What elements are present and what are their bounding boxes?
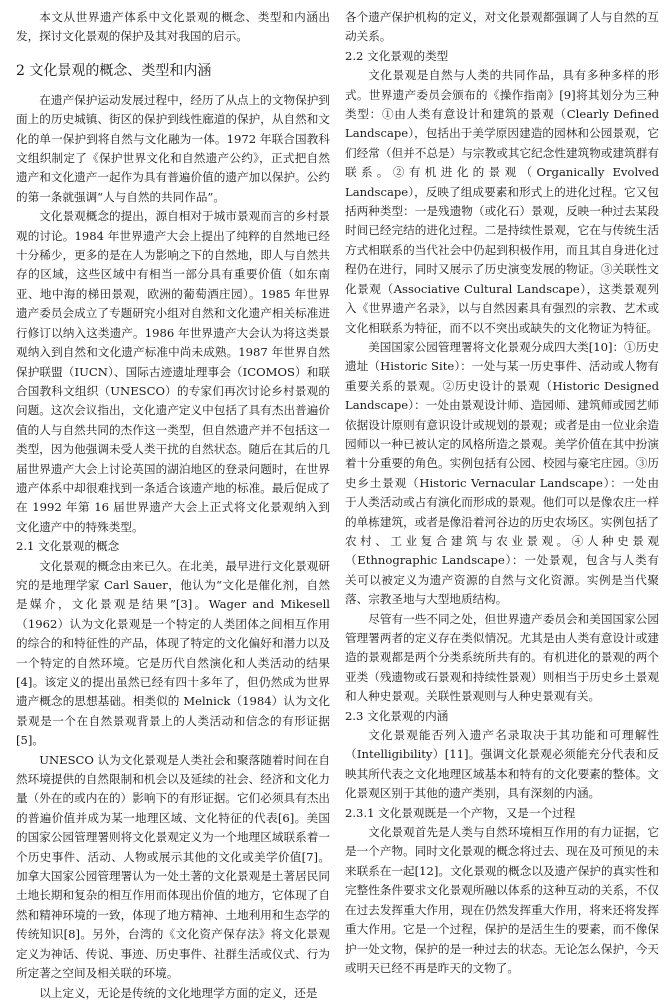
paragraph: 文化景观首先是人类与自然环境相互作用的有力证据，它是一个产物。同时文化景观的概念将过去、现在及可预见的未来联系在一起[12]。文化景观的概念以及遗产保护的真实性和完整性条件要求文化景观所融以体系的这种互动的关系，不仅在过去发挥重大作用，现在仍然发挥重大作用，将来还将发挥重大作用。它是一个过程，保护的是活生生的要素，而不像保护一处文物，保护的是一种过去的状态。无论怎么保护，今天或明天已经不再是昨天的文物了。	[345, 825, 659, 975]
paragraph: UNESCO 认为文化景观是人类社会和聚落随着时间在自然环境提供的自然限制和机会以及延续的社会、经济和文化力量（外在的或内在的）影响下的有形证据。它们必须具有杰出的普遍价值并成为某一地理区域、文化特征的代表[6]。美国的国家公园管理署则将文化景观定义为一个地理区域联系着一个历史事件、活动、人物或展示其他的文化或美学价值[7]。加拿大国家公园管理署认为一处土著的文化景观是土著居民同土地长期和复杂的相互作用而体现出价值的地方，它体现了自然和精神环境的一致，体现了地方精神、土地利用和生态学的传统知识[8]。另外，台湾的《文化资产保存法》将文化景观定义为神话、传说、事迹、历史事件、社群生活或仪式、行为所定著之空间及相关联的环境。	[16, 752, 330, 981]
subsubsection-title: 2.3.1 文化景观既是一个产物，又是一个过程	[345, 805, 576, 820]
paragraph: 在遗产保护运动发展过程中，经历了从点上的文物保护到面上的历史城镇、街区的保护到线性廊道的保护，从自然和文化的单一保护到将自然与文化融为一体。1972 年联合国教科文组织制定了《保护世界文化和自然遗产公约》，正式把自然遗产和文化遗产一起作为具有普遍价值的遗产加以保护。公约的第一条就强调“人与自然的共同作品”。	[16, 92, 330, 204]
subsection-title: 2.2 文化景观的类型	[345, 48, 449, 63]
paragraph: 尽管有一些不同之处，但世界遗产委员会和美国国家公园管理署两者的定义存在类似情况。尤其是由人类有意设计或建造的景观都是两个分类系统所共有的。有机进化的景观的两个亚类（残遗物或石景观和持续性景观）则相当于历史乡土景观和人种史景观。关联性景观则与人种史景观有关。	[345, 611, 659, 704]
paragraph: 美国国家公园管理署将文化景观分成四大类[10]：①历史遗址（Historic Site）：一处与某一历史事件、活动或人物有重要关系的景观。②历史设计的景观（Historic Designed Landscape）：一处由景观设计师、造园师、建筑师或园艺师依据设计原则有意识设计或规划的景观；或者是由一位业余造园师以一种已被认定的风格所造之景观。美学价值在其中扮演着十分重要的角色。实例包括有公园、校园与豪宅庄园。③历史乡土景观（Historic Vernacular Landscape）：一处由于人类活动或占有演化而形成的景观。他们可以是像农庄一样的单栋建筑，或者是像沿着河谷边的历史农场区。实例包括了农村、工业复合建筑与农业景观。④人种史景观（Ethnographic Landscape）：一处景观，包含与人类有关可以被定义为遗产资源的自然与文化资源。实例是当代聚落、宗教圣地与大型地质结构。	[345, 339, 659, 607]
left-column	[16, 8, 330, 1003]
paragraph: 以上定义，无论是传统的文化地理学方面的定义，还是	[39, 985, 318, 1000]
paragraph-continued: 各个遗产保护机构的定义，对文化景观都强调了人与自然的互动关系。	[345, 10, 659, 44]
subsection-title: 2.1 文化景观的概念	[16, 539, 120, 554]
paragraph: 文化景观概念的提出，源自相对于城市景观而言的乡村景观的讨论。1984 年世界遗产大会上提出了纯粹的自然地已经十分稀少，更多的是在人为影响之下的自然地，即人与自然共存的区域，这些区域中有相当一部分具有重要价值（如东南亚、地中海的梯田景观，欧洲的葡萄酒庄园）。1985 年世界遗产委员会成立了专题研究小组对自然和文化遗产相关标准进行修订以纳入这类遗产。1986 年世界遗产大会认为将这类景观纳入到自然和文化遗产标准中尚未成熟。1987 年世界自然保护联盟（IUCN）、国际古迹遗址理事会（ICOMOS）和联合国教科文组织（UNESCO）的专家们再次讨论乡村景观的问题。这次会议指出，文化遗产定义中包括了具有杰出普遍价值的人与自然共同的杰作这一类型，但自然遗产并不包括这一类型，因为他强调未受人类干扰的自然状态。随后在其后的几届世界遗产大会上讨论英国的湖泊地区的登录问题时，在世界遗产体系中却很难找到一条适合该遗产地的标准。最后促成了在 1992 年第 16 届世界遗产大会上正式将文化景观纳入到文化遗产中的特殊类型。	[16, 209, 330, 534]
paragraph: 文化景观能否列入遗产名录取决于其功能和可理解性（Intelligibility）[11]。强调文化景观必须能充分代表和反映其所代表之文化地理区域基本和特有的文化要素的整体。文化景观区别于其他的遗产类别，具有深刻的内涵。	[345, 728, 659, 801]
paragraph: 文化景观的概念由来已久。在北美，最早进行文化景观研究的是地理学家 Carl Sauer，他认为“文化是催化剂，自然是媒介，文化景观是结果”[3]。Wager and Mikesell（1962）认为文化景观是一个特定的人类团体之间相互作用的综合的和特征性的产品，体现了特定的文化偏好和潜力以及一个特定的自然环境。它是历代自然演化和人类活动的结果[4]。该定义的提出虽然已经有四十多年了，但仍然成为世界遗产概念的思想基础。相类似的 Melnick（1984）认为文化景观是一个在自然景观背景上的人类活动和信念的有形证据[5]。	[16, 558, 330, 748]
intro-paragraph: 本文从世界遗产体系中文化景观的概念、类型和内涵出发，探讨文化景观的保护及其对我国的启示。	[16, 10, 330, 44]
subsection-title: 2.3 文化景观的内涵	[345, 708, 449, 723]
right-column	[345, 8, 659, 978]
section-title: 2 文化景观的概念、类型和内涵	[16, 62, 212, 79]
paragraph: 文化景观是自然与人类的共同作品，具有多种多样的形式。世界遗产委员会颁布的《操作指南》[9]将其划分为三种类型：①由人类有意设计和建筑的景观（Clearly Defined Landscape），包括出于美学原因建造的园林和公园景观，它们经常（但并不总是）与宗教或其它纪念性建筑物或建筑群有联系。②有机进化的景观（Organically Evolved Landscape），反映了组成要素和形式上的进化过程。它又包括两种类型：一是残遗物（或化石）景观，反映一种过去某段时间已经完结的进化过程。二是持续性景观，它在与传统生活方式相联系的当代社会中仍起到积极作用，而且其自身进化过程仍在进行，同时又展示了历史演变发展的物证。③关联性文化景观（Associative Cultural Landscape），这类景观列入《世界遗产名录》，以与自然因素具有强烈的宗教、艺术或文化相联系为特征，而不以不突出或缺失的文化物证为特征。	[345, 68, 659, 335]
